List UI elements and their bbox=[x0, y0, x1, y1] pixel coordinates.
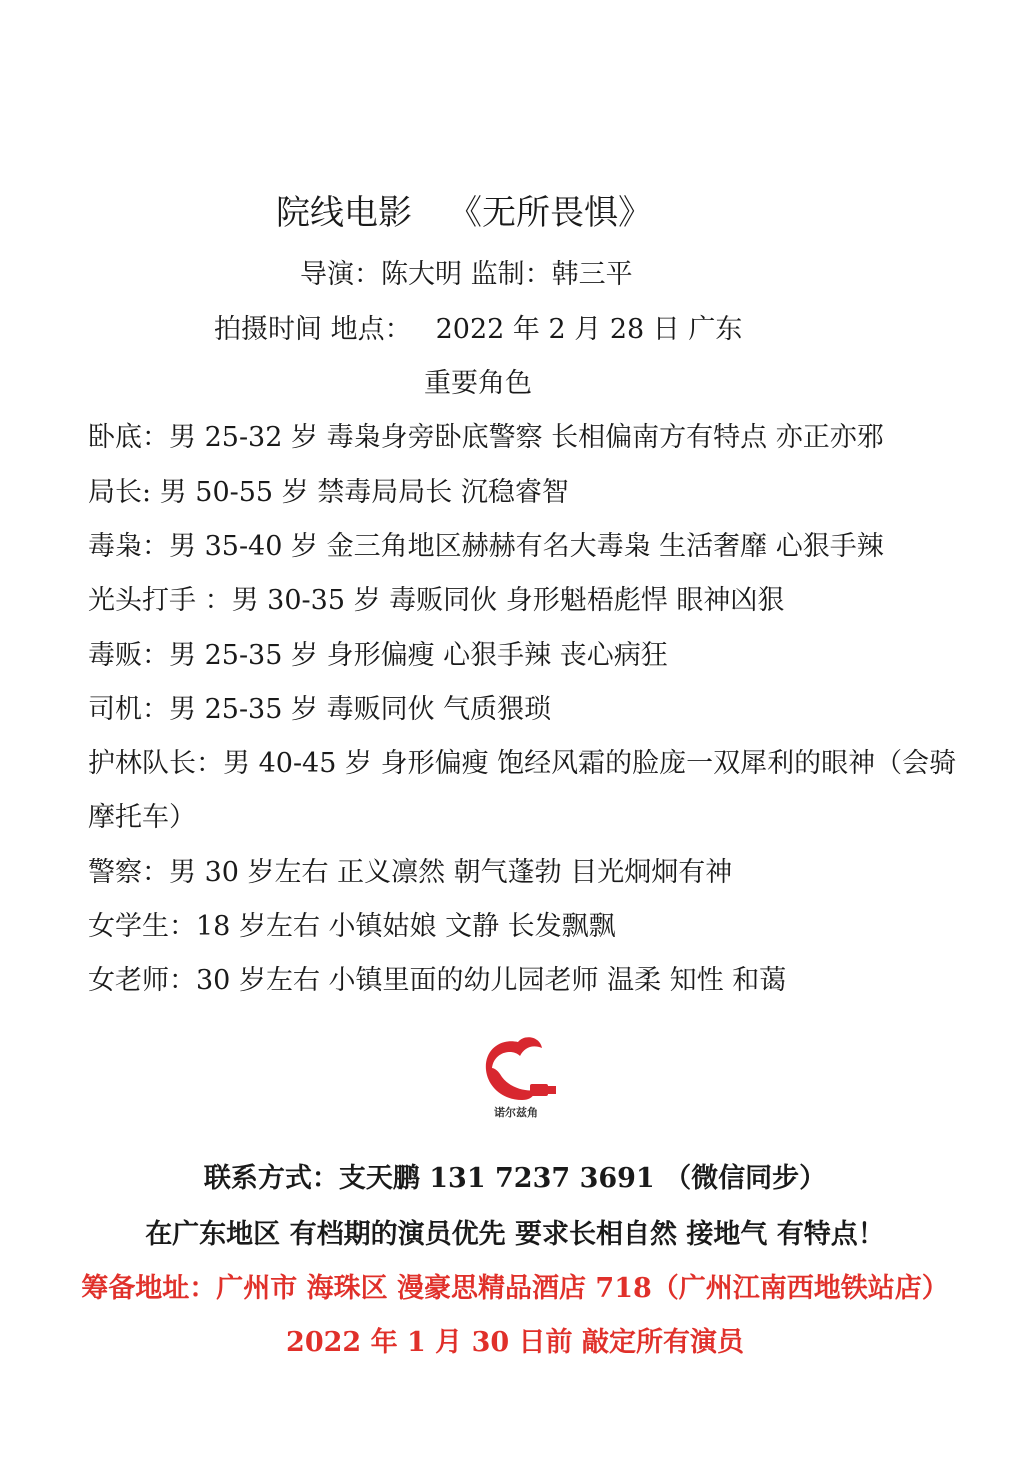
role-line: 司机：男 25-35 岁 毒贩同伙 气质猥琐 bbox=[88, 694, 552, 725]
shoot-value: 2022 年 2 月 28 日 广东 bbox=[435, 314, 743, 345]
credits: 导演：陈大明 监制：韩三平 bbox=[300, 259, 633, 290]
logo-text: 诺尔兹角 bbox=[494, 1106, 538, 1119]
role-line: 卧底：男 25-32 岁 毒枭身旁卧底警察 长相偏南方有特点 亦正亦邪 bbox=[88, 422, 884, 453]
movie-name: 《无所畏惧》 bbox=[448, 193, 652, 233]
role-line: 光头打手 ：男 30-35 岁 毒贩同伙 身形魁梧彪悍 眼神凶狠 bbox=[88, 585, 785, 616]
shoot-info bbox=[214, 313, 742, 347]
role-line: 毒贩：男 25-35 岁 身形偏瘦 心狠手辣 丧心病狂 bbox=[88, 640, 668, 671]
preparation-address: 筹备地址：广州市 海珠区 漫豪思精品酒店 718（广州江南西地铁站店） bbox=[81, 1273, 949, 1304]
casting-preference: 在广东地区 有档期的演员优先 要求长相自然 接地气 有特点！ bbox=[145, 1219, 885, 1250]
role-line: 警察：男 30 岁左右 正义凛然 朝气蓬勃 目光炯炯有神 bbox=[88, 857, 733, 888]
role-line: 女老师：30 岁左右 小镇里面的幼儿园老师 温柔 知性 和蔼 bbox=[88, 965, 787, 996]
contact-info: 联系方式：支天鹏 131 7237 3691 （微信同步） bbox=[203, 1163, 827, 1194]
role-line: 毒枭：男 35-40 岁 金三角地区赫赫有名大毒枭 生活奢靡 心狠手辣 bbox=[88, 531, 884, 562]
shoot-label: 拍摄时间 地点： bbox=[214, 314, 412, 345]
role-line: 女学生：18 岁左右 小镇姑娘 文静 长发飘飘 bbox=[88, 911, 616, 942]
roles-heading: 重要角色 bbox=[424, 368, 532, 399]
role-line: 局长: 男 50-55 岁 禁毒局局长 沉稳睿智 bbox=[88, 477, 569, 508]
casting-deadline: 2022 年 1 月 30 日前 敲定所有演员 bbox=[286, 1327, 744, 1358]
page-title bbox=[276, 192, 652, 234]
title-label: 院线电影 bbox=[276, 193, 412, 233]
role-line: 护林队长：男 40-45 岁 身形偏瘦 饱经风霜的脸庞一双犀利的眼神（会骑摩托车） bbox=[88, 748, 957, 833]
